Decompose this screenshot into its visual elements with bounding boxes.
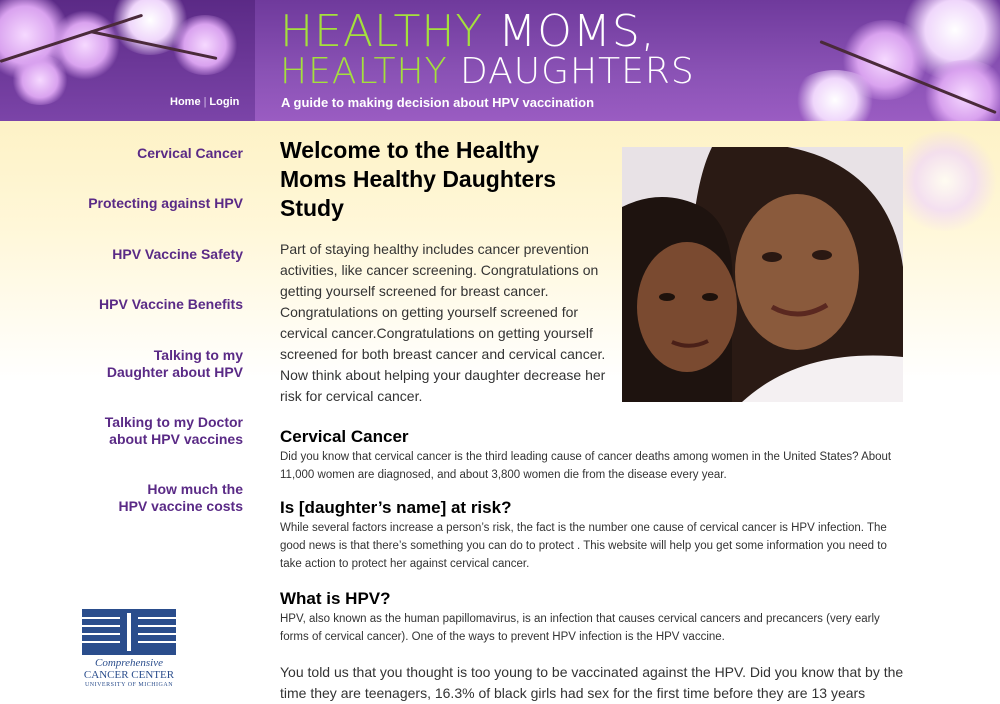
- logo-text: Comprehensive: [94, 657, 164, 669]
- photo-illustration: [622, 147, 903, 402]
- section-body-at-risk: While several factors increase a person’s risk, the fact is the number one cause of cervical cancer is HPV infection. The good news is that there’s something you can do to protect . This website will help you get some information you need to take action to protect her against cervical cancer.: [280, 522, 887, 570]
- sidebar-item-protecting-against-hpv[interactable]: Protecting against HPV: [88, 195, 243, 211]
- logo-mark: [82, 609, 176, 655]
- blossom-decoration: [10, 55, 70, 105]
- mother-daughter-photo: [622, 147, 903, 402]
- site-header: [0, 0, 1000, 121]
- blossom-decoration: [890, 131, 1000, 231]
- blossom-decoration: [170, 15, 240, 75]
- sidebar-item-label: Talking to my: [153, 347, 243, 363]
- intro-paragraph: Part of staying healthy includes cancer prevention activities, like cancer screening. Congratulations on getting yourself screened for breast cancer. Congratulations on getting yourself screened for cervical cancer.Congratulations on getting yourself screened for both breast cancer and cervical cancer. Now think about helping your daughter decrease her risk for cervical cancer.: [280, 241, 606, 404]
- section-body-what-is-hpv: HPV, also known as the human papillomavirus, is an infection that causes cervical cancers and precancers (very early forms of cervical cancer). One of the ways to prevent HPV infection is the HPV vaccine.: [280, 613, 880, 643]
- link-separator: |: [203, 96, 207, 108]
- site-title-line1: HEALTHY MOMS,: [280, 6, 656, 57]
- section-heading-at-risk: Is [daughter’s name] at risk?: [280, 498, 512, 517]
- sidebar-item-label: HPV vaccine costs: [118, 498, 243, 514]
- logo-text: CANCER CENTER: [83, 669, 175, 681]
- sidebar-item-label: Talking to my Doctor: [104, 414, 243, 430]
- login-link[interactable]: Login: [209, 96, 240, 108]
- blossom-decoration: [790, 70, 880, 121]
- site-title-line2: HEALTHY DAUGHTERS: [280, 51, 695, 92]
- cancer-center-logo[interactable]: [82, 609, 176, 700]
- sidebar-item-hpv-vaccine-benefits[interactable]: HPV Vaccine Benefits: [99, 296, 243, 312]
- header-links: [170, 96, 239, 108]
- sidebar-item-label: How much the: [147, 481, 243, 497]
- sidebar-item-label: about HPV vaccines: [109, 431, 243, 447]
- sidebar-item-cervical-cancer[interactable]: Cervical Cancer: [137, 145, 243, 161]
- sidebar-item-vaccine-costs[interactable]: [118, 481, 243, 515]
- page-title: Welcome to the Healthy Moms Healthy Daughters Study: [280, 137, 557, 221]
- logo-center-stem: [127, 613, 131, 651]
- section-heading-what-is-hpv: What is HPV?: [280, 589, 391, 608]
- logo-text: UNIVERSITY OF MICHIGAN: [84, 682, 174, 688]
- sidebar-item-talking-to-daughter[interactable]: [107, 347, 243, 381]
- sidebar-item-label: Daughter about HPV: [106, 364, 243, 380]
- home-link[interactable]: Home: [170, 96, 201, 108]
- sidebar-item-hpv-vaccine-safety[interactable]: HPV Vaccine Safety: [112, 246, 243, 262]
- section-heading-cervical-cancer: Cervical Cancer: [280, 427, 409, 446]
- sidebar-item-talking-to-doctor[interactable]: [105, 414, 243, 448]
- site-tagline: A guide to making decision about HPV vaccination: [281, 95, 595, 110]
- closing-paragraph: You told us that you thought is too young to be vaccinated against the HPV. Did you know that by the time they are teenagers, 16.3% of black girls had sex for the first time before they are 13 years: [280, 664, 904, 701]
- section-body-cervical-cancer: Did you know that cervical cancer is the third leading cause of cancer deaths among women in the United States? About 11,000 women are diagnosed, and about 3,800 women die from the disease every year.: [280, 451, 892, 481]
